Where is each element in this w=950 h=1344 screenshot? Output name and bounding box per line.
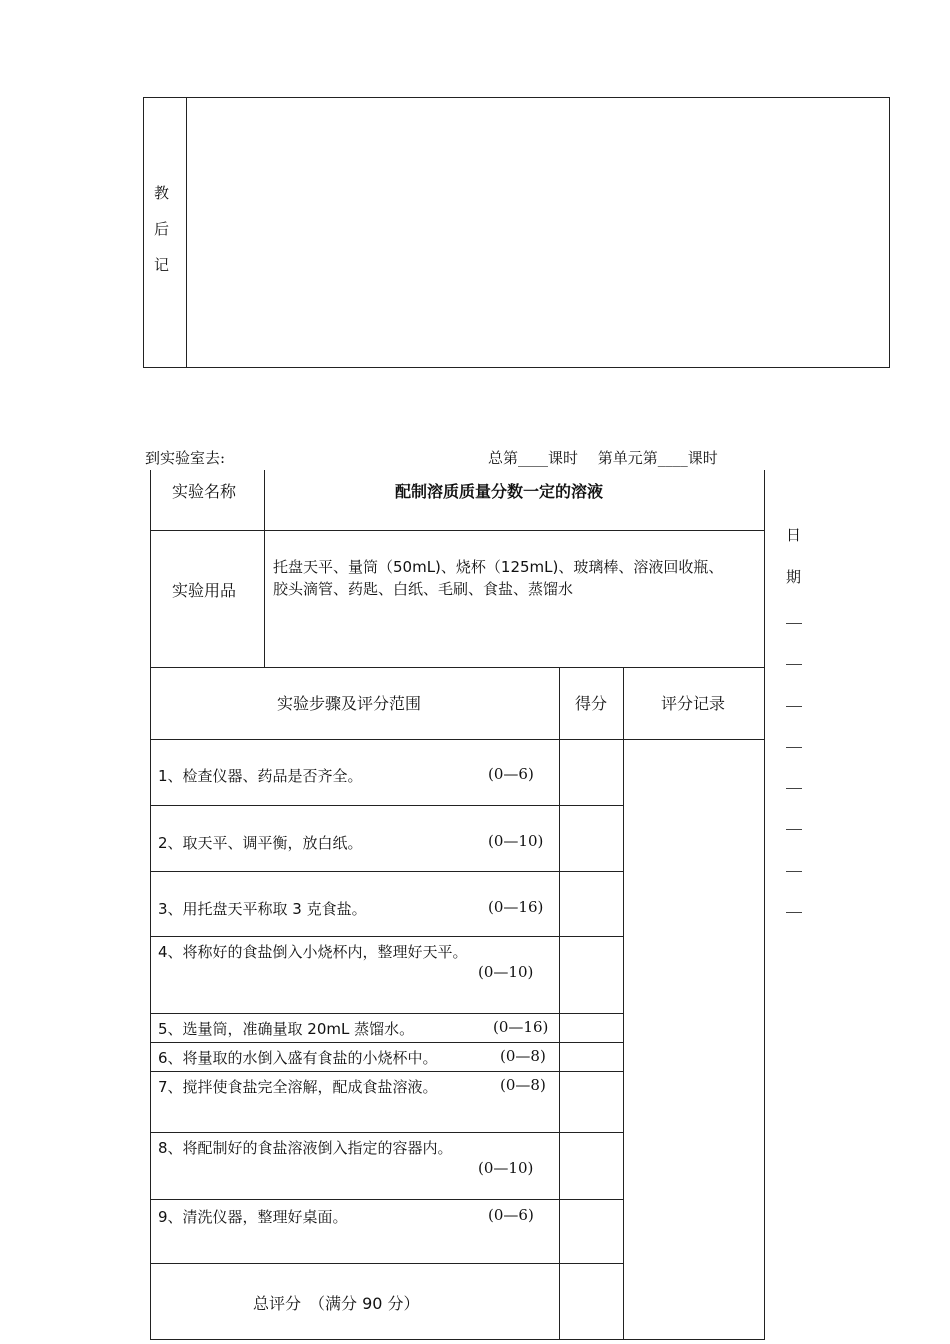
date-blank-dash xyxy=(786,747,802,748)
date-blank-dash xyxy=(786,706,802,707)
equipment-line-1: 托盘天平、量筒（50mL)、烧杯（125mL)、玻璃棒、溶液回收瓶、 xyxy=(273,558,724,576)
step-text: 9、清洗仪器，整理好桌面。 xyxy=(158,1208,348,1226)
date-blank-dash xyxy=(786,871,802,872)
step-range: (0—6) xyxy=(488,1206,534,1224)
row-line xyxy=(150,1071,624,1072)
record-col-right xyxy=(764,740,765,1340)
row-line xyxy=(150,1042,624,1043)
teaching-notes-table xyxy=(143,97,890,368)
table-left-border xyxy=(150,470,151,1340)
row-line xyxy=(150,667,765,668)
row-line xyxy=(150,530,765,531)
step-text: 1、检查仪器、药品是否齐全。 xyxy=(158,767,363,785)
equipment-line-2: 胶头滴管、药匙、白纸、毛刷、食盐、蒸馏水 xyxy=(273,580,574,598)
total-score-label: 总评分 （满分 90 分） xyxy=(253,1294,420,1313)
notes-label-char-2: 后 xyxy=(154,220,170,238)
row-line xyxy=(150,1199,624,1200)
date-blank-dash xyxy=(786,664,802,665)
step-text: 2、取天平、调平衡，放白纸。 xyxy=(158,834,363,852)
step-range: (0—6) xyxy=(488,765,534,783)
notes-label-char-3: 记 xyxy=(154,256,170,274)
step-range: (0—16) xyxy=(488,898,544,916)
row-line xyxy=(150,1013,624,1014)
row-line xyxy=(150,1263,624,1264)
name-label: 实验名称 xyxy=(172,482,237,501)
label-col-divider xyxy=(264,470,265,668)
step-text: 7、搅拌使食盐完全溶解，配成食盐溶液。 xyxy=(158,1078,438,1096)
step-range: (0—8) xyxy=(500,1076,546,1094)
step-text: 3、用托盘天平称取 3 克食盐。 xyxy=(158,900,367,918)
step-range: (0—10) xyxy=(488,832,544,850)
step-range: (0—16) xyxy=(493,1018,549,1036)
date-char-1: 日 xyxy=(786,526,802,544)
step-range: (0—10) xyxy=(478,963,534,981)
date-blank-dash xyxy=(786,623,802,624)
row-line xyxy=(150,739,765,740)
step-range: (0—8) xyxy=(500,1047,546,1065)
date-blank-dash xyxy=(786,788,802,789)
step-text: 6、将量取的水倒入盛有食盐的小烧杯中。 xyxy=(158,1049,438,1067)
header-right: 总第____课时 第单元第____课时 xyxy=(488,449,718,467)
score-col-right xyxy=(623,668,624,1340)
column-divider xyxy=(186,98,187,367)
equipment-label: 实验用品 xyxy=(172,581,237,600)
date-blank-dash xyxy=(786,829,802,830)
row-line xyxy=(150,936,624,937)
step-range: (0—10) xyxy=(478,1159,534,1177)
col-header-record: 评分记录 xyxy=(661,694,726,713)
col-header-score: 得分 xyxy=(575,694,608,713)
col-header-steps: 实验步骤及评分范围 xyxy=(277,694,422,713)
table-bottom-border xyxy=(150,1339,765,1340)
table-right-border xyxy=(764,470,765,740)
experiment-name: 配制溶质质量分数一定的溶液 xyxy=(395,482,604,501)
row-line xyxy=(150,871,624,872)
date-char-2: 期 xyxy=(786,568,802,586)
notes-label-char-1: 教 xyxy=(154,184,170,202)
date-blank-dash xyxy=(786,912,802,913)
step-text: 8、将配制好的食盐溶液倒入指定的容器内。 xyxy=(158,1139,453,1157)
score-col-left xyxy=(559,668,560,1340)
row-line xyxy=(150,1132,624,1133)
header-left: 到实验室去: xyxy=(145,449,226,467)
step-text: 4、将称好的食盐倒入小烧杯内，整理好天平。 xyxy=(158,943,468,961)
step-text: 5、选量筒，准确量取 20mL 蒸馏水。 xyxy=(158,1020,415,1038)
row-line xyxy=(150,805,624,806)
